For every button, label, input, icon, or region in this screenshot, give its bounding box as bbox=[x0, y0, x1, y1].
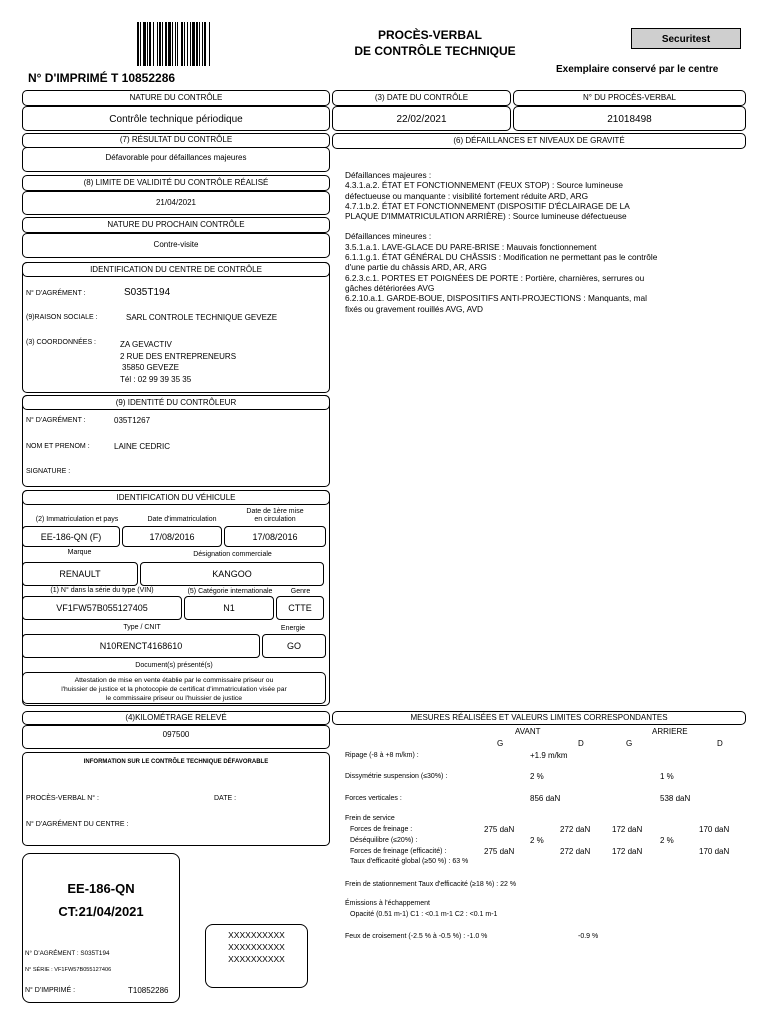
mesures-label: MESURES RÉALISÉES ET VALEURS LIMITES CORRESPONDANTES bbox=[332, 711, 746, 725]
ripage-value: +1.9 m/km bbox=[530, 751, 568, 760]
immat-label: (2) Immatriculation et pays bbox=[35, 516, 119, 523]
opacite: Opacité (0.51 m-1) C1 : <0.1 m-1 C2 : <0.1 m-1 bbox=[350, 911, 498, 918]
centre-coord-label: (3) COORDONNÉES : bbox=[26, 339, 97, 346]
limite-label: (8) LIMITE DE VALIDITÉ DU CONTRÔLE RÉALISÉ bbox=[22, 175, 330, 191]
deseq-ar: 2 % bbox=[660, 836, 674, 845]
emissions-label: Émissions à l'échappement bbox=[345, 900, 430, 907]
docs-line: le commissaire priseur ou l'huissier de justice bbox=[105, 695, 243, 702]
vignette bbox=[22, 853, 180, 1003]
frein-service-label: Frein de service bbox=[345, 815, 395, 822]
date-value: 22/02/2021 bbox=[332, 106, 511, 131]
arriere-label: ARRIERE bbox=[652, 727, 688, 736]
date-1ere-value: 17/08/2016 bbox=[224, 526, 326, 547]
type-value: N10RENCT4168610 bbox=[22, 634, 260, 658]
mineure-line: 6.1.1.g.1. ÉTAT GÉNÉRAL DU CHÂSSIS : Modification ne permettant pas le contrôle bbox=[345, 252, 658, 263]
prochain-label: NATURE DU PROCHAIN CONTRÔLE bbox=[22, 217, 330, 233]
vignette-imprime: T10852286 bbox=[128, 986, 169, 995]
coord-line: ZA GEVACTIV bbox=[120, 340, 172, 349]
dissym-av: 2 % bbox=[530, 772, 544, 781]
avg-label: G bbox=[497, 739, 504, 748]
mineure-line: fixés ou gravement rouillés AVG, AVD bbox=[345, 303, 484, 314]
masked-line: XXXXXXXXXX bbox=[228, 954, 285, 964]
vignette-plate: EE-186-QN bbox=[67, 881, 135, 896]
marque-label: Marque bbox=[67, 549, 92, 556]
controleur-nom: LAINE CEDRIC bbox=[114, 442, 171, 451]
resultat-value: Défavorable pour défaillances majeures bbox=[22, 147, 330, 172]
majeure-line: 4.3.1.a.2. ÉTAT ET FONCTIONNEMENT (FEUX STOP) : Source lumineuse bbox=[345, 180, 624, 191]
type-label: Type / CNIT bbox=[123, 624, 161, 631]
immat-value: EE-186-QN (F) bbox=[22, 526, 120, 547]
centre-coord bbox=[120, 339, 236, 385]
date-immat-label: Date d'immatriculation bbox=[147, 516, 217, 523]
designation-label: Désignation commerciale bbox=[193, 551, 272, 558]
centre-agrement: S035T194 bbox=[124, 287, 171, 298]
defaillances-text bbox=[345, 170, 657, 314]
vignette-agrement: N° D'AGRÉMENT : S035T194 bbox=[25, 950, 110, 957]
fe-ard: 170 daN bbox=[699, 847, 730, 856]
energie-value: GO bbox=[262, 634, 326, 658]
designation-value: KANGOO bbox=[140, 562, 324, 586]
forces-v-ar: 538 daN bbox=[660, 794, 691, 803]
vin-label: (1) N° dans la série du type (VIN) bbox=[50, 587, 154, 594]
ff-avd: 272 daN bbox=[560, 825, 591, 834]
feux-2: -0.9 % bbox=[578, 933, 599, 940]
info-defavorable-label: INFORMATION SUR LE CONTRÔLE TECHNIQUE DÉFAVORABLE bbox=[83, 759, 269, 765]
kilometrage-value: 097500 bbox=[22, 725, 330, 749]
imprime-number: N° D'IMPRIMÉ T 10852286 bbox=[28, 71, 176, 85]
forces-eff-label: Forces de freinage (efficacité) : bbox=[350, 848, 447, 855]
vignette-imprime-label: N° D'IMPRIMÉ : bbox=[25, 987, 76, 994]
majeure-line: 4.7.1.b.2. ÉTAT ET FONCTIONNEMENT (DISPOSITIF D'ÉCLAIRAGE DE LA bbox=[345, 200, 630, 211]
controleur-agrement-label: N° D'AGRÉMENT : bbox=[26, 417, 86, 424]
masked-line: XXXXXXXXXX bbox=[228, 930, 285, 940]
date-1ere-label: Date de 1ère mise en circulation bbox=[246, 508, 304, 523]
docs-line: Attestation de mise en vente établie par le commissaire priseur ou bbox=[74, 677, 274, 684]
ripage-label: Ripage (-8 à +8 m/km) : bbox=[345, 752, 419, 759]
copy-note: Exemplaire conservé par le centre bbox=[556, 64, 719, 75]
marque-value: RENAULT bbox=[22, 562, 138, 586]
dissym-ar: 1 % bbox=[660, 772, 674, 781]
controleur-agrement: 035T1267 bbox=[114, 416, 151, 425]
coord-line: 2 RUE DES ENTREPRENEURS bbox=[120, 351, 237, 361]
fe-avd: 272 daN bbox=[560, 847, 591, 856]
centre-raison-label: (9)RAISON SOCIALE : bbox=[26, 314, 98, 321]
feux-label: Feux de croisement (-2.5 % à -0.5 %) : -1.0 % bbox=[345, 933, 488, 940]
title-line1: PROCÈS-VERBAL bbox=[377, 28, 482, 42]
vignette-serie: N° SÉRIE : VF1FW57B055127406 bbox=[25, 967, 112, 973]
genre-value: CTTE bbox=[276, 596, 324, 620]
resultat-label: (7) RÉSULTAT DU CONTRÔLE bbox=[22, 133, 330, 148]
info-date-label: DATE : bbox=[214, 795, 237, 802]
mineure-line: 6.2.3.c.1. PORTES ET POIGNÉES DE PORTE : Portière, charnières, serrures ou bbox=[345, 272, 645, 283]
forces-v-label: Forces verticales : bbox=[345, 795, 402, 802]
deseq-label: Déséquilibre (≤20%) : bbox=[350, 837, 418, 844]
docs-value bbox=[22, 672, 326, 704]
majeure-line: PLAQUE D'IMMATRICULATION ARRIÈRE) : Source lumineuse défectueuse bbox=[345, 211, 627, 222]
avd-label: D bbox=[578, 739, 584, 748]
mineure-line: 6.2.10.a.1. GARDE-BOUE, DISPOSITIFS ANTI-PROJECTIONS : Manquants, mal bbox=[345, 293, 648, 304]
genre-label: Genre bbox=[290, 588, 311, 595]
majeure-line: défectueuse ou manquante : visibilité fortement réduite ARD, ARG bbox=[345, 190, 589, 201]
info-pv-label: PROCÈS-VERBAL N° : bbox=[26, 795, 99, 802]
stationnement: Frein de stationnement Taux d'efficacité (≥18 %) : 22 % bbox=[345, 881, 517, 888]
dissym-label: Dissymétrie suspension (≤30%) : bbox=[345, 773, 448, 780]
deseq-av: 2 % bbox=[530, 836, 544, 845]
controleur-label: (9) IDENTITÉ DU CONTRÔLEUR bbox=[22, 395, 330, 410]
mineure-line: gâches détériorées AVG bbox=[345, 282, 435, 293]
vin-value: VF1FW57B055127405 bbox=[22, 596, 182, 620]
mineure-line: 3.5.1.a.1. LAVE-GLACE DU PARE-BRISE : Mauvais fonctionnement bbox=[345, 241, 597, 252]
vehicule-label: IDENTIFICATION DU VÉHICULE bbox=[22, 490, 330, 505]
arg-label: G bbox=[626, 739, 633, 748]
mineure-line: d'une partie du châssis ARD, AR, ARG bbox=[345, 262, 487, 273]
centre-agrement-label: N° D'AGRÉMENT : bbox=[26, 290, 86, 297]
prochain-value: Contre-visite bbox=[22, 233, 330, 258]
brand-badge: Securitest bbox=[631, 28, 741, 49]
date-immat-value: 17/08/2016 bbox=[122, 526, 222, 547]
coord-line: 35850 GEVEZE bbox=[122, 363, 179, 372]
date-label: (3) DATE DU CONTRÔLE bbox=[332, 90, 511, 106]
nature-label: NATURE DU CONTRÔLE bbox=[22, 90, 330, 106]
info-agrement-label: N° D'AGRÉMENT DU CENTRE : bbox=[26, 821, 129, 828]
masked-box bbox=[205, 924, 308, 988]
masked-line: XXXXXXXXXX bbox=[228, 942, 285, 952]
barcode bbox=[137, 22, 245, 66]
controleur-nom-label: NOM ET PRENOM : bbox=[26, 443, 90, 450]
defaillances-label: (6) DÉFAILLANCES ET NIVEAUX DE GRAVITÉ bbox=[332, 133, 746, 149]
vignette-ct: CT:21/04/2021 bbox=[58, 904, 144, 919]
avant-label: AVANT bbox=[515, 727, 541, 736]
title-line2: DE CONTRÔLE TECHNIQUE bbox=[354, 44, 516, 58]
docs-label: Document(s) présenté(s) bbox=[135, 662, 213, 669]
ff-ard: 170 daN bbox=[699, 825, 730, 834]
taux-global: Taux d'efficacité global (≥50 %) : 63 % bbox=[350, 858, 469, 865]
kilometrage-label: (4)KILOMÉTRAGE RELEVÉ bbox=[22, 711, 330, 725]
nature-value: Contrôle technique périodique bbox=[22, 106, 330, 131]
pv-label: N° DU PROCÈS-VERBAL bbox=[513, 90, 746, 106]
pv-value: 21018498 bbox=[513, 106, 746, 131]
categorie-label: (5) Catégorie internationale bbox=[187, 588, 273, 595]
majeures-title: Défaillances majeures : bbox=[345, 170, 432, 180]
forces-v-av: 856 daN bbox=[530, 794, 561, 803]
centre-label: IDENTIFICATION DU CENTRE DE CONTRÔLE bbox=[22, 262, 330, 277]
ard-label: D bbox=[717, 739, 723, 748]
limite-value: 21/04/2021 bbox=[22, 191, 330, 215]
ff-arg: 172 daN bbox=[612, 825, 643, 834]
categorie-value: N1 bbox=[184, 596, 274, 620]
fe-avg: 275 daN bbox=[484, 847, 515, 856]
centre-raison: SARL CONTROLE TECHNIQUE GEVEZE bbox=[126, 313, 278, 322]
forces-f-label: Forces de freinage : bbox=[350, 826, 413, 833]
mineures-title: Défaillances mineures : bbox=[345, 231, 432, 242]
coord-line: Tél : 02 99 39 35 35 bbox=[120, 374, 192, 384]
signature-label: SIGNATURE : bbox=[26, 468, 71, 475]
energie-label: Energie bbox=[280, 625, 306, 632]
fe-arg: 172 daN bbox=[612, 847, 643, 856]
docs-line: l'huissier de justice et la photocopie de certificat d'immatriculation visée par bbox=[61, 686, 287, 693]
ff-avg: 275 daN bbox=[484, 825, 515, 834]
